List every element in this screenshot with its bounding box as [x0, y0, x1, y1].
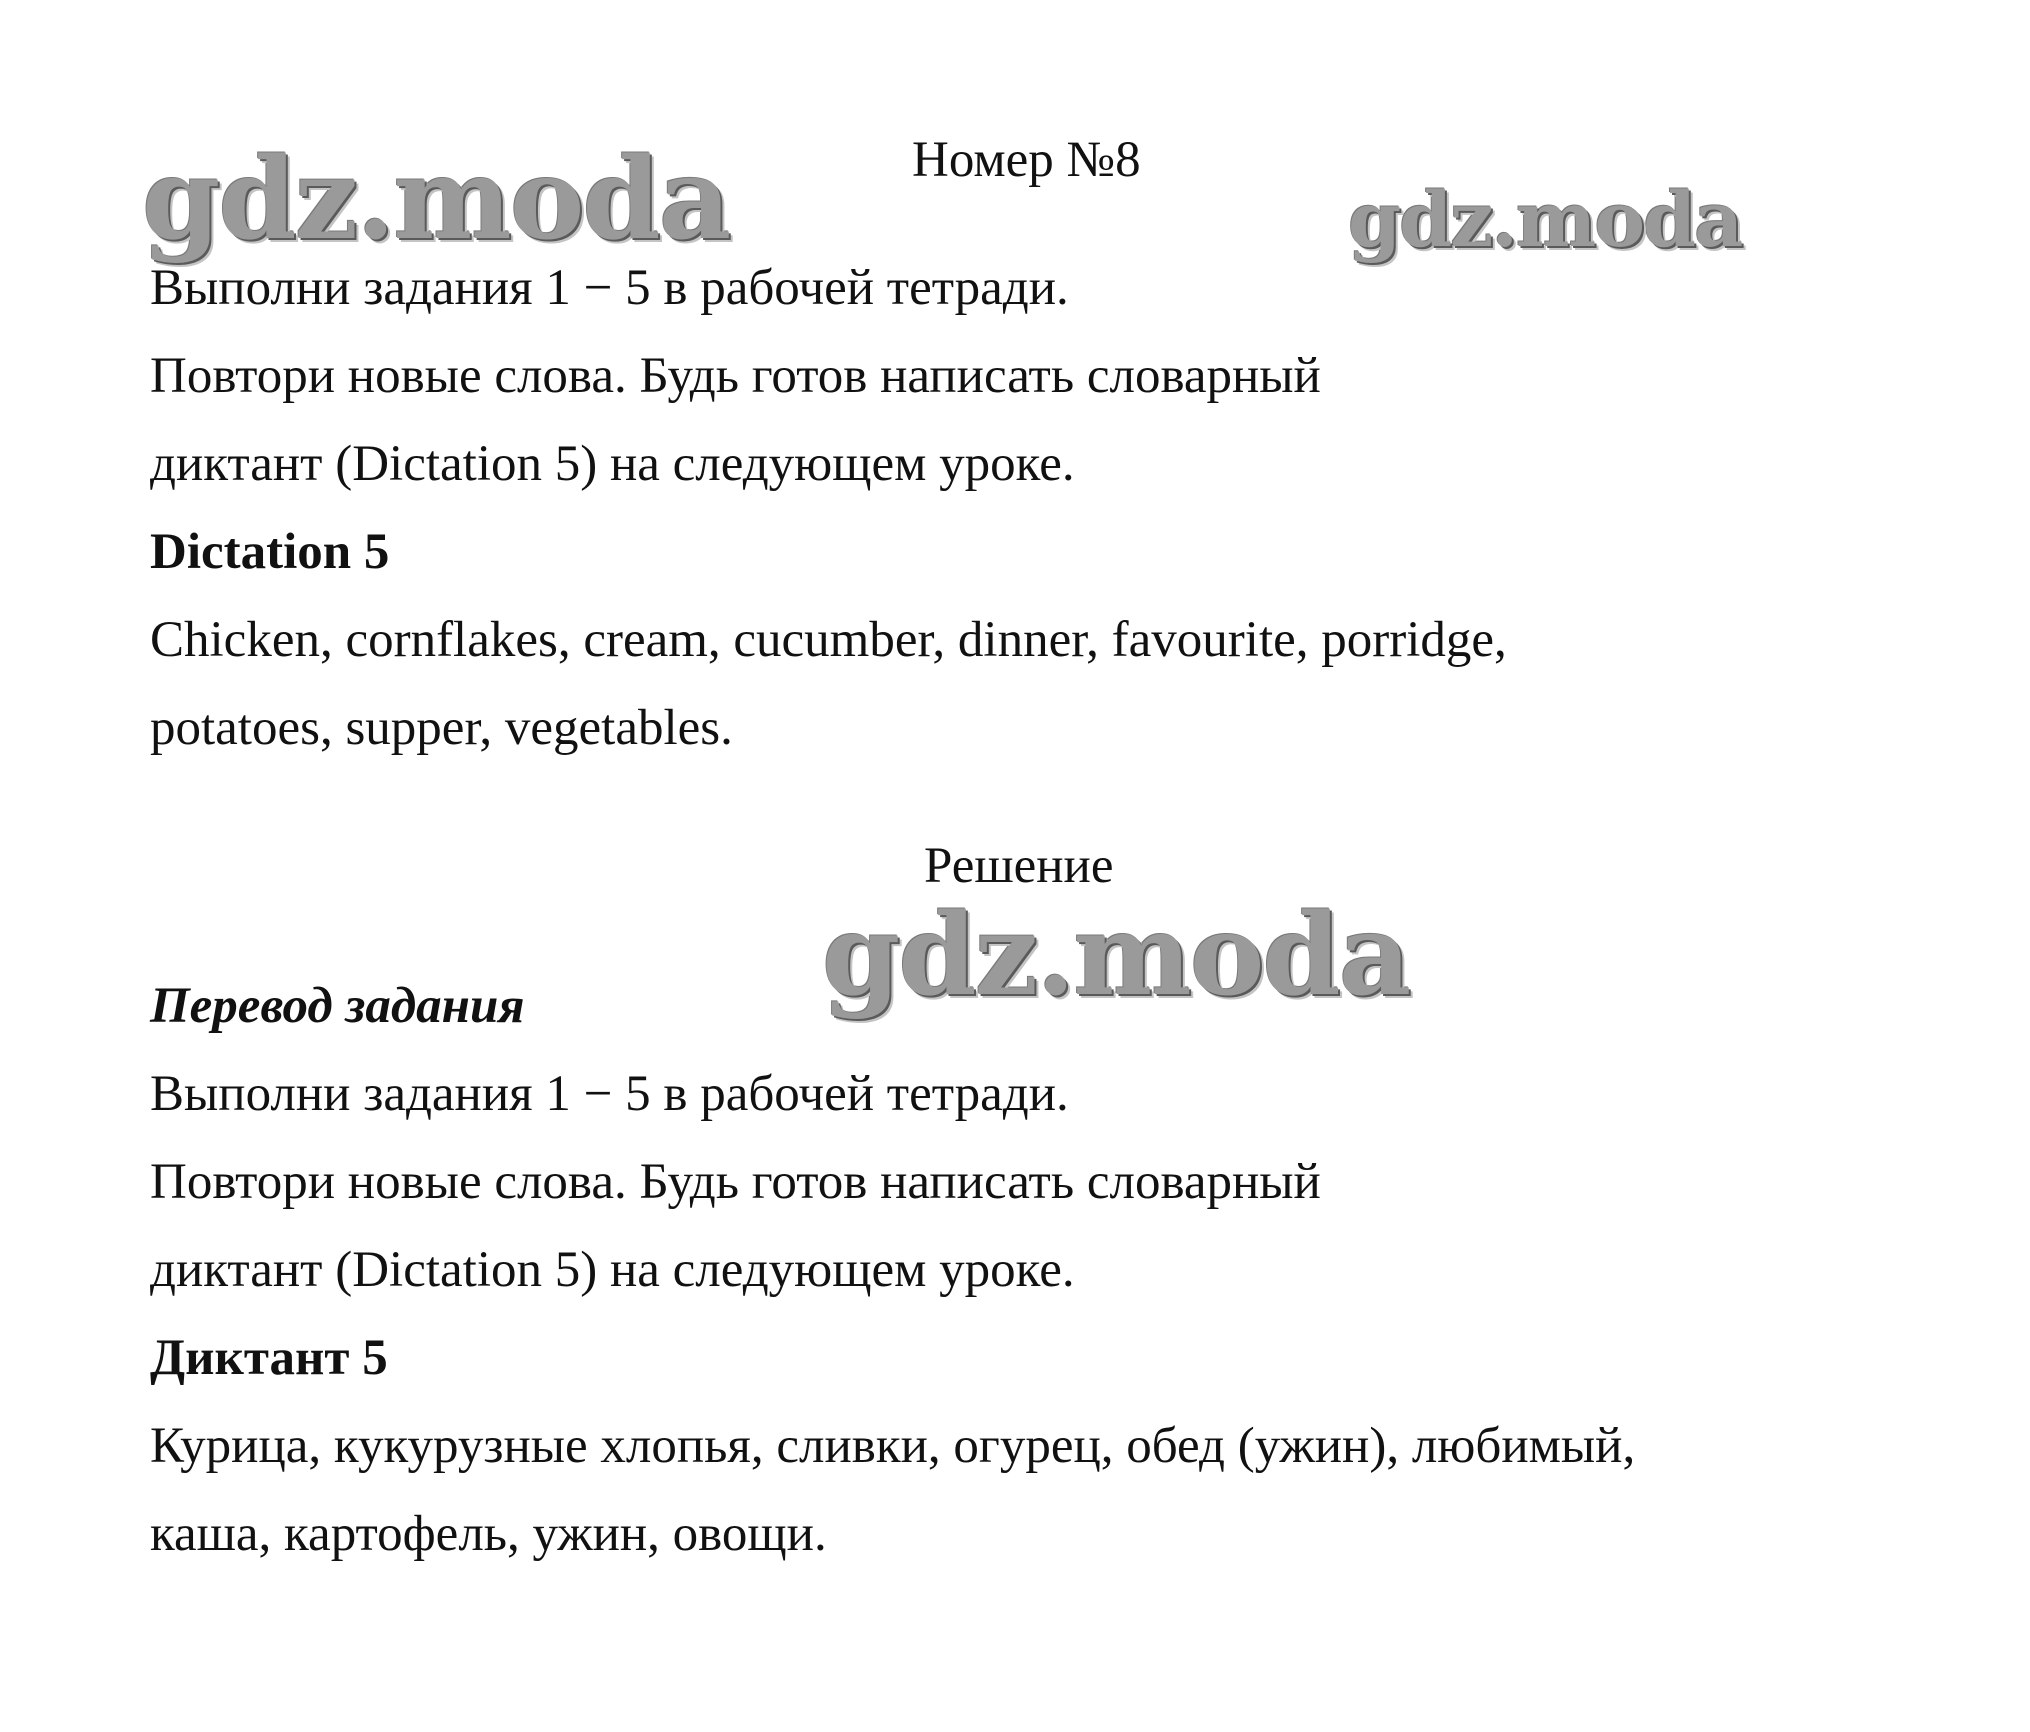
dictation-heading: Dictation 5: [150, 524, 390, 580]
dictation-words-line-2: potatoes, supper, vegetables.: [150, 700, 733, 756]
page-title: Номер №8: [912, 132, 1141, 188]
solution-dictation-heading: Диктант 5: [150, 1330, 388, 1386]
task-line-2: Повтори новые слова. Будь готов написать словарный: [150, 348, 1321, 404]
watermark-logo: gdz.moda: [1348, 175, 1742, 264]
task-line-3: диктант (Dictation 5) на следующем уроке.: [150, 436, 1075, 492]
solution-line-1: Выполни задания 1 − 5 в рабочей тетради.: [150, 1066, 1069, 1122]
solution-title: Решение: [924, 838, 1114, 894]
solution-line-3: диктант (Dictation 5) на следующем уроке.: [150, 1242, 1075, 1298]
solution-line-2: Повтори новые слова. Будь готов написать словарный: [150, 1154, 1321, 1210]
task-line-1: Выполни задания 1 − 5 в рабочей тетради.: [150, 260, 1069, 316]
solution-words-line-1: Курица, кукурузные хлопья, сливки, огурец, обед (ужин), любимый,: [150, 1418, 1636, 1474]
watermark-logo: gdz.moda: [142, 134, 730, 265]
solution-words-line-2: каша, картофель, ужин, овощи.: [150, 1506, 827, 1562]
watermark-logo: gdz.moda: [822, 890, 1410, 1021]
dictation-words-line-1: Chicken, cornflakes, cream, cucumber, dinner, favourite, porridge,: [150, 612, 1507, 668]
translation-heading: Перевод задания: [150, 978, 525, 1034]
